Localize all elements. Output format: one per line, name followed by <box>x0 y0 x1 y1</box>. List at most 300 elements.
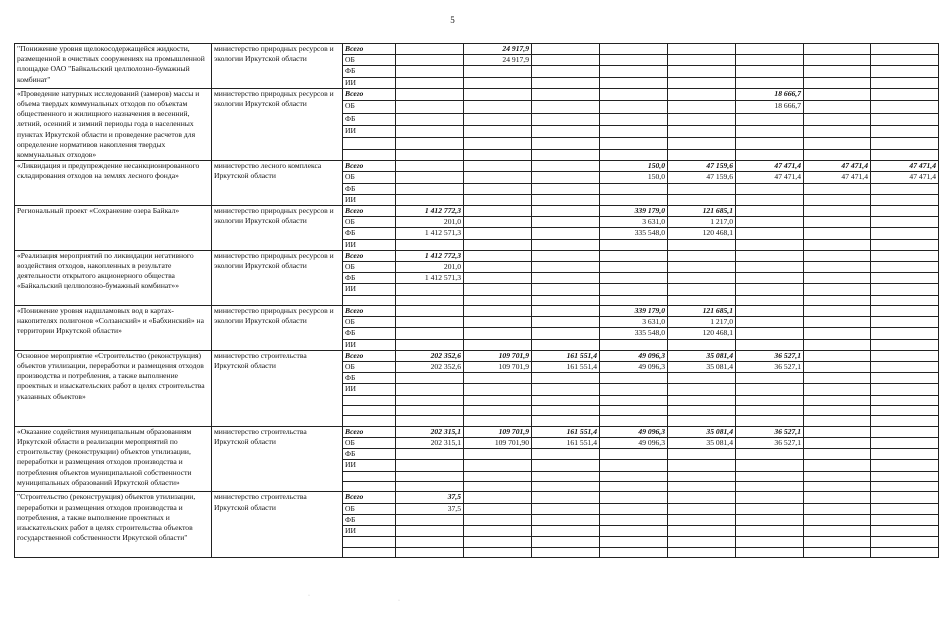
amount-cell <box>871 55 939 66</box>
amount-cell <box>600 88 668 100</box>
amount-cell <box>396 138 464 149</box>
amount-cell <box>668 101 736 113</box>
amount-cell: 47 159,6 <box>668 161 736 172</box>
funding-source: ОБ <box>343 438 396 449</box>
funding-source <box>343 138 396 149</box>
amount-cell <box>600 482 668 492</box>
table-row <box>15 306 939 317</box>
amount-cell <box>396 328 464 339</box>
table-row <box>15 250 939 261</box>
amount-cell <box>532 449 600 460</box>
amount-cell <box>464 250 532 261</box>
amount-cell <box>804 228 871 239</box>
amount-cell <box>736 449 804 460</box>
amount-cell <box>396 306 464 317</box>
funding-source: ОБ <box>343 503 396 514</box>
amount-cell <box>532 482 600 492</box>
amount-cell <box>396 482 464 492</box>
funding-source: Всего <box>343 306 396 317</box>
amount-cell <box>464 228 532 239</box>
amount-cell <box>600 55 668 66</box>
funding-source: Всего <box>343 426 396 437</box>
amount-cell <box>532 172 600 183</box>
amount-cell: 339 179,0 <box>600 306 668 317</box>
measure-description: «Понижение уровня надшламовых вод в картах-накопителях полигонов «Солзанский» и «Бабхинский» на территории Иркутской области» <box>15 306 212 351</box>
amount-cell <box>871 149 939 161</box>
amount-cell: 1 217,0 <box>668 217 736 228</box>
amount-cell <box>736 492 804 503</box>
funding-source: ОБ <box>343 362 396 373</box>
amount-cell <box>600 514 668 525</box>
amount-cell <box>600 526 668 537</box>
amount-cell <box>600 339 668 350</box>
amount-cell <box>668 138 736 149</box>
amount-cell <box>396 471 464 481</box>
amount-cell <box>871 295 939 305</box>
amount-cell: 49 096,3 <box>600 350 668 361</box>
amount-cell: 1 412 772,3 <box>396 206 464 217</box>
amount-cell: 37,5 <box>396 492 464 503</box>
amount-cell <box>464 239 532 250</box>
amount-cell <box>532 537 600 547</box>
amount-cell <box>736 384 804 395</box>
amount-cell <box>600 449 668 460</box>
amount-cell <box>532 514 600 525</box>
amount-cell <box>871 438 939 449</box>
amount-cell: 3 631,0 <box>600 217 668 228</box>
amount-cell: 335 548,0 <box>600 228 668 239</box>
amount-cell: 35 081,4 <box>668 350 736 361</box>
funding-source: Всего <box>343 206 396 217</box>
amount-cell <box>532 460 600 471</box>
scan-speck: · <box>398 598 400 604</box>
amount-cell: 109 701,90 <box>464 438 532 449</box>
amount-cell <box>396 526 464 537</box>
amount-cell <box>464 172 532 183</box>
amount-cell: 47 471,4 <box>871 161 939 172</box>
funding-source: ИИ <box>343 339 396 350</box>
amount-cell <box>804 395 871 405</box>
amount-cell: 49 096,3 <box>600 438 668 449</box>
amount-cell <box>668 482 736 492</box>
amount-cell <box>600 66 668 77</box>
amount-cell: 150,0 <box>600 161 668 172</box>
amount-cell <box>804 77 871 88</box>
amount-cell <box>668 373 736 384</box>
amount-cell <box>464 514 532 525</box>
funding-source: ОБ <box>343 217 396 228</box>
amount-cell <box>804 44 871 55</box>
amount-cell <box>871 384 939 395</box>
table-row <box>15 206 939 217</box>
responsible-executor: министерство природных ресурсов и экологии Иркутской области <box>212 306 343 351</box>
amount-cell <box>736 206 804 217</box>
amount-cell: 3 631,0 <box>600 317 668 328</box>
amount-cell <box>736 339 804 350</box>
amount-cell <box>736 194 804 205</box>
amount-cell: 35 081,4 <box>668 438 736 449</box>
amount-cell: 18 666,7 <box>736 101 804 113</box>
amount-cell <box>396 161 464 172</box>
amount-cell <box>600 125 668 137</box>
amount-cell <box>804 438 871 449</box>
amount-cell: 121 685,1 <box>668 206 736 217</box>
amount-cell <box>464 373 532 384</box>
amount-cell <box>804 350 871 361</box>
amount-cell <box>736 460 804 471</box>
amount-cell <box>736 537 804 547</box>
amount-cell: 202 352,6 <box>396 350 464 361</box>
amount-cell <box>464 101 532 113</box>
amount-cell <box>871 273 939 284</box>
amount-cell <box>464 471 532 481</box>
amount-cell <box>532 228 600 239</box>
amount-cell <box>396 537 464 547</box>
amount-cell <box>532 66 600 77</box>
amount-cell: 47 159,6 <box>668 172 736 183</box>
amount-cell <box>668 537 736 547</box>
amount-cell <box>396 88 464 100</box>
amount-cell <box>736 547 804 557</box>
amount-cell <box>396 284 464 295</box>
funding-source: ОБ <box>343 55 396 66</box>
amount-cell <box>736 317 804 328</box>
amount-cell <box>464 88 532 100</box>
amount-cell: 35 081,4 <box>668 362 736 373</box>
funding-source: ИИ <box>343 384 396 395</box>
funding-source: ФБ <box>343 66 396 77</box>
amount-cell <box>668 183 736 194</box>
amount-cell <box>736 239 804 250</box>
amount-cell <box>804 217 871 228</box>
funding-source: Всего <box>343 350 396 361</box>
funding-source <box>343 395 396 405</box>
funding-source: Всего <box>343 161 396 172</box>
funding-source: ИИ <box>343 284 396 295</box>
amount-cell <box>804 416 871 426</box>
funding-source: ФБ <box>343 273 396 284</box>
amount-cell <box>871 206 939 217</box>
amount-cell <box>600 471 668 481</box>
amount-cell <box>532 250 600 261</box>
amount-cell <box>871 406 939 416</box>
amount-cell <box>736 217 804 228</box>
amount-cell: 109 701,9 <box>464 426 532 437</box>
amount-cell: 335 548,0 <box>600 328 668 339</box>
amount-cell <box>464 482 532 492</box>
amount-cell <box>668 88 736 100</box>
amount-cell <box>668 250 736 261</box>
table-row <box>15 161 939 172</box>
amount-cell <box>464 183 532 194</box>
amount-cell <box>464 384 532 395</box>
amount-cell <box>600 416 668 426</box>
amount-cell <box>600 273 668 284</box>
amount-cell <box>736 416 804 426</box>
financing-table <box>14 43 939 558</box>
amount-cell <box>464 295 532 305</box>
amount-cell <box>804 317 871 328</box>
amount-cell <box>464 284 532 295</box>
measure-description: «Ликвидация и предупреждение несанкционированного складирования отходов на землях лесного фонда» <box>15 161 212 206</box>
amount-cell <box>532 416 600 426</box>
table-row <box>15 426 939 437</box>
amount-cell <box>464 339 532 350</box>
amount-cell <box>736 514 804 525</box>
amount-cell: 109 701,9 <box>464 350 532 361</box>
amount-cell <box>736 273 804 284</box>
amount-cell <box>464 537 532 547</box>
amount-cell <box>736 482 804 492</box>
funding-source: ФБ <box>343 373 396 384</box>
amount-cell <box>600 373 668 384</box>
amount-cell <box>396 183 464 194</box>
amount-cell <box>871 449 939 460</box>
amount-cell <box>804 384 871 395</box>
amount-cell <box>600 250 668 261</box>
amount-cell <box>532 306 600 317</box>
amount-cell <box>600 194 668 205</box>
amount-cell <box>532 395 600 405</box>
amount-cell <box>804 460 871 471</box>
amount-cell <box>804 88 871 100</box>
amount-cell <box>871 317 939 328</box>
amount-cell: 24 917,9 <box>464 55 532 66</box>
amount-cell <box>668 460 736 471</box>
amount-cell <box>600 239 668 250</box>
amount-cell: 35 081,4 <box>668 426 736 437</box>
amount-cell <box>668 416 736 426</box>
amount-cell <box>464 217 532 228</box>
amount-cell <box>464 161 532 172</box>
amount-cell <box>736 44 804 55</box>
amount-cell <box>804 471 871 481</box>
amount-cell <box>600 138 668 149</box>
amount-cell <box>804 273 871 284</box>
amount-cell <box>736 328 804 339</box>
funding-source: Всего <box>343 44 396 55</box>
table-row <box>15 44 939 55</box>
amount-cell: 49 096,3 <box>600 362 668 373</box>
measure-description: «Проведение натурных исследований (замеров) массы и объема твердых коммунальных отходов по объектам общественного и жилищного назначения в весенний, летний, осенний и зимний периоды года в населенных пунктах Иркутской области и проведение расчетов для определение нормативов накопления твердых коммунальных отходов» <box>15 88 212 160</box>
amount-cell <box>396 113 464 125</box>
amount-cell <box>668 526 736 537</box>
funding-source: ОБ <box>343 317 396 328</box>
amount-cell <box>532 138 600 149</box>
amount-cell <box>804 306 871 317</box>
amount-cell <box>871 547 939 557</box>
amount-cell <box>736 306 804 317</box>
responsible-executor: министерство природных ресурсов и экологии Иркутской области <box>212 206 343 251</box>
amount-cell <box>600 101 668 113</box>
amount-cell <box>464 66 532 77</box>
amount-cell <box>804 328 871 339</box>
amount-cell <box>532 373 600 384</box>
amount-cell <box>871 537 939 547</box>
amount-cell <box>736 55 804 66</box>
amount-cell <box>668 547 736 557</box>
amount-cell <box>464 449 532 460</box>
amount-cell <box>600 503 668 514</box>
amount-cell: 36 527,1 <box>736 350 804 361</box>
table-row <box>15 88 939 100</box>
amount-cell <box>871 395 939 405</box>
amount-cell: 47 471,4 <box>804 161 871 172</box>
amount-cell <box>804 149 871 161</box>
funding-source: ИИ <box>343 526 396 537</box>
amount-cell: 37,5 <box>396 503 464 514</box>
amount-cell: 47 471,4 <box>736 161 804 172</box>
amount-cell <box>871 416 939 426</box>
amount-cell <box>396 317 464 328</box>
amount-cell <box>532 44 600 55</box>
amount-cell <box>464 273 532 284</box>
amount-cell <box>871 482 939 492</box>
amount-cell <box>871 503 939 514</box>
measure-description: "Понижение уровня щелокосодержащейся жидкости, размещенной в очистных сооружениях на промышленной площадке ОАО "Байкальский целлюлозно-бумажный комбинат" <box>15 44 212 89</box>
amount-cell <box>668 492 736 503</box>
amount-cell <box>804 426 871 437</box>
amount-cell <box>464 149 532 161</box>
amount-cell <box>532 471 600 481</box>
amount-cell <box>396 395 464 405</box>
amount-cell: 1 217,0 <box>668 317 736 328</box>
amount-cell <box>804 526 871 537</box>
amount-cell <box>668 406 736 416</box>
amount-cell <box>396 460 464 471</box>
responsible-executor: министерство природных ресурсов и экологии Иркутской области <box>212 44 343 89</box>
amount-cell <box>600 295 668 305</box>
amount-cell <box>668 449 736 460</box>
amount-cell <box>396 384 464 395</box>
amount-cell <box>736 395 804 405</box>
funding-source: ФБ <box>343 113 396 125</box>
funding-source <box>343 471 396 481</box>
amount-cell <box>871 284 939 295</box>
amount-cell <box>668 339 736 350</box>
funding-source: ИИ <box>343 460 396 471</box>
funding-source <box>343 537 396 547</box>
amount-cell <box>871 228 939 239</box>
amount-cell <box>668 384 736 395</box>
funding-source <box>343 295 396 305</box>
funding-source: ОБ <box>343 101 396 113</box>
amount-cell <box>532 503 600 514</box>
amount-cell <box>804 503 871 514</box>
amount-cell <box>464 503 532 514</box>
amount-cell <box>532 262 600 273</box>
amount-cell <box>668 239 736 250</box>
amount-cell <box>804 194 871 205</box>
amount-cell: 1 412 571,3 <box>396 228 464 239</box>
amount-cell <box>396 77 464 88</box>
funding-source: ФБ <box>343 228 396 239</box>
amount-cell <box>736 471 804 481</box>
amount-cell <box>736 262 804 273</box>
amount-cell <box>464 125 532 137</box>
amount-cell <box>396 295 464 305</box>
amount-cell <box>871 66 939 77</box>
amount-cell: 47 471,4 <box>871 172 939 183</box>
amount-cell <box>396 125 464 137</box>
amount-cell: 161 551,4 <box>532 426 600 437</box>
amount-cell <box>532 88 600 100</box>
amount-cell <box>600 460 668 471</box>
amount-cell <box>736 149 804 161</box>
amount-cell <box>464 395 532 405</box>
amount-cell <box>804 55 871 66</box>
amount-cell <box>464 306 532 317</box>
amount-cell <box>668 514 736 525</box>
amount-cell <box>600 395 668 405</box>
amount-cell: 24 917,9 <box>464 44 532 55</box>
responsible-executor: министерство строительства Иркутской области <box>212 492 343 558</box>
amount-cell <box>668 262 736 273</box>
amount-cell <box>736 228 804 239</box>
scan-speck: · <box>308 593 310 599</box>
amount-cell <box>600 537 668 547</box>
amount-cell <box>668 55 736 66</box>
amount-cell: 120 468,1 <box>668 328 736 339</box>
amount-cell: 202 315,1 <box>396 438 464 449</box>
amount-cell <box>532 492 600 503</box>
amount-cell <box>871 44 939 55</box>
amount-cell <box>396 194 464 205</box>
amount-cell <box>532 406 600 416</box>
funding-source: Всего <box>343 492 396 503</box>
amount-cell <box>396 55 464 66</box>
amount-cell <box>871 101 939 113</box>
amount-cell: 1 412 571,3 <box>396 273 464 284</box>
amount-cell <box>804 514 871 525</box>
amount-cell <box>804 66 871 77</box>
amount-cell <box>600 492 668 503</box>
amount-cell <box>804 449 871 460</box>
amount-cell <box>396 44 464 55</box>
amount-cell <box>464 317 532 328</box>
amount-cell <box>736 183 804 194</box>
amount-cell <box>804 206 871 217</box>
responsible-executor: министерство строительства Иркутской области <box>212 426 343 492</box>
amount-cell <box>871 239 939 250</box>
funding-source: ФБ <box>343 183 396 194</box>
funding-source: ОБ <box>343 172 396 183</box>
amount-cell <box>736 284 804 295</box>
amount-cell <box>736 113 804 125</box>
amount-cell <box>600 183 668 194</box>
amount-cell <box>532 384 600 395</box>
amount-cell <box>871 526 939 537</box>
amount-cell <box>871 362 939 373</box>
amount-cell <box>532 55 600 66</box>
amount-cell <box>804 373 871 384</box>
amount-cell <box>871 88 939 100</box>
amount-cell: 201,0 <box>396 262 464 273</box>
amount-cell <box>871 328 939 339</box>
amount-cell <box>532 194 600 205</box>
amount-cell <box>532 113 600 125</box>
amount-cell <box>736 295 804 305</box>
amount-cell <box>668 44 736 55</box>
amount-cell <box>532 206 600 217</box>
amount-cell <box>668 194 736 205</box>
amount-cell <box>668 113 736 125</box>
amount-cell <box>804 262 871 273</box>
amount-cell <box>532 526 600 537</box>
amount-cell <box>396 339 464 350</box>
amount-cell <box>871 125 939 137</box>
amount-cell <box>736 526 804 537</box>
